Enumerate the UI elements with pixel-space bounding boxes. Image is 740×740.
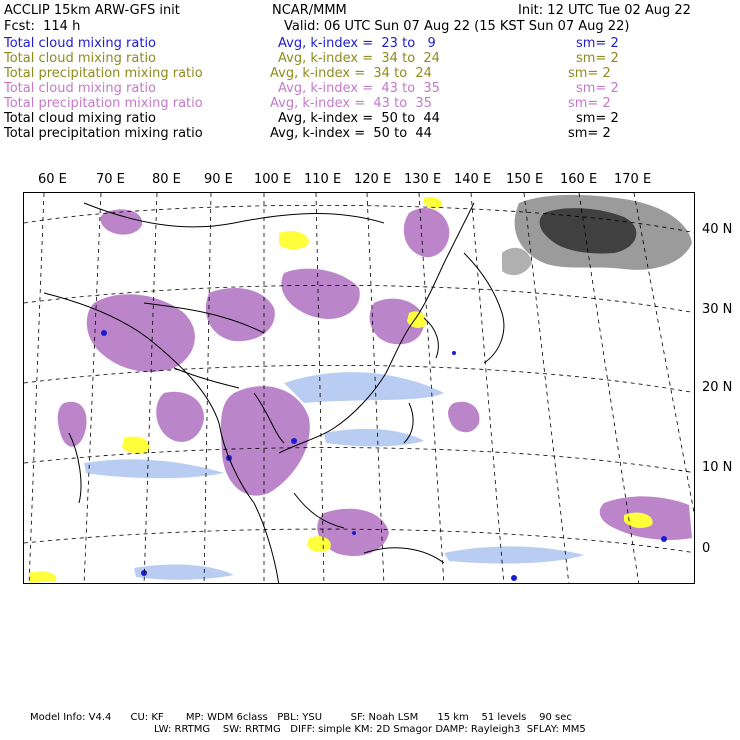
- model-title: ACCLIP 15km ARW-GFS init: [4, 3, 180, 18]
- lon-label: 60 E: [38, 172, 67, 187]
- field-avg: Avg, k-index = 34 to 24: [278, 51, 440, 66]
- map-canvas: [24, 193, 695, 584]
- field-name: Total precipitation mixing ratio: [4, 96, 203, 111]
- lon-label: 100 E: [254, 172, 292, 187]
- field-avg: Avg, k-index = 23 to 9: [278, 36, 436, 51]
- lon-label: 160 E: [560, 172, 598, 187]
- field-avg: Avg, k-index = 43 to 35: [278, 81, 440, 96]
- field-avg: Avg, k-index = 43 to 35: [270, 96, 432, 111]
- lon-label: 90 E: [204, 172, 233, 187]
- model-info-line1: Model Info: V4.4 CU: KF MP: WDM 6class PBL: YSU SF: Noah LSM 15 km 51 levels 90 sec: [30, 712, 572, 723]
- field-name: Total precipitation mixing ratio: [4, 66, 203, 81]
- field-sm: sm= 2: [568, 66, 611, 81]
- lat-label: 30 N: [702, 302, 733, 317]
- field-name: Total cloud mixing ratio: [4, 51, 157, 66]
- lon-label: 170 E: [614, 172, 652, 187]
- lon-label: 130 E: [404, 172, 442, 187]
- lon-label: 70 E: [96, 172, 125, 187]
- lon-label: 120 E: [354, 172, 392, 187]
- field-name: Total cloud mixing ratio: [4, 81, 157, 96]
- cloud-field-deep-blue: [101, 330, 667, 581]
- field-name: Total cloud mixing ratio: [4, 111, 157, 126]
- field-sm: sm= 2: [568, 126, 611, 141]
- field-sm: sm= 2: [576, 81, 619, 96]
- lon-label: 80 E: [152, 172, 181, 187]
- center-title: NCAR/MMM: [272, 3, 347, 18]
- cloud-field-upper-level: [502, 195, 692, 275]
- init-time: Init: 12 UTC Tue 02 Aug 22: [518, 3, 691, 18]
- forecast-hour: Fcst: 114 h: [4, 19, 81, 34]
- field-name: Total cloud mixing ratio: [4, 36, 157, 51]
- lat-label: 10 N: [702, 460, 733, 475]
- map-panel: [23, 192, 695, 584]
- lat-label: 40 N: [702, 222, 733, 237]
- valid-time: Valid: 06 UTC Sun 07 Aug 22 (15 KST Sun 07 Aug 22): [284, 19, 630, 34]
- lon-label: 140 E: [454, 172, 492, 187]
- lon-label: 150 E: [506, 172, 544, 187]
- model-info-line2: LW: RRTMG SW: RRTMG DIFF: simple KM: 2D Smagor DAMP: Rayleigh3 SFLAY: MM5: [154, 724, 586, 735]
- field-sm: sm= 2: [568, 96, 611, 111]
- field-sm: sm= 2: [576, 111, 619, 126]
- lon-label: 110 E: [304, 172, 342, 187]
- field-sm: sm= 2: [576, 36, 619, 51]
- field-name: Total precipitation mixing ratio: [4, 126, 203, 141]
- field-avg: Avg, k-index = 50 to 44: [270, 126, 432, 141]
- field-sm: sm= 2: [576, 51, 619, 66]
- lat-label: 0: [702, 541, 711, 556]
- field-avg: Avg, k-index = 34 to 24: [270, 66, 432, 81]
- lat-label: 20 N: [702, 380, 733, 395]
- field-avg: Avg, k-index = 50 to 44: [278, 111, 440, 126]
